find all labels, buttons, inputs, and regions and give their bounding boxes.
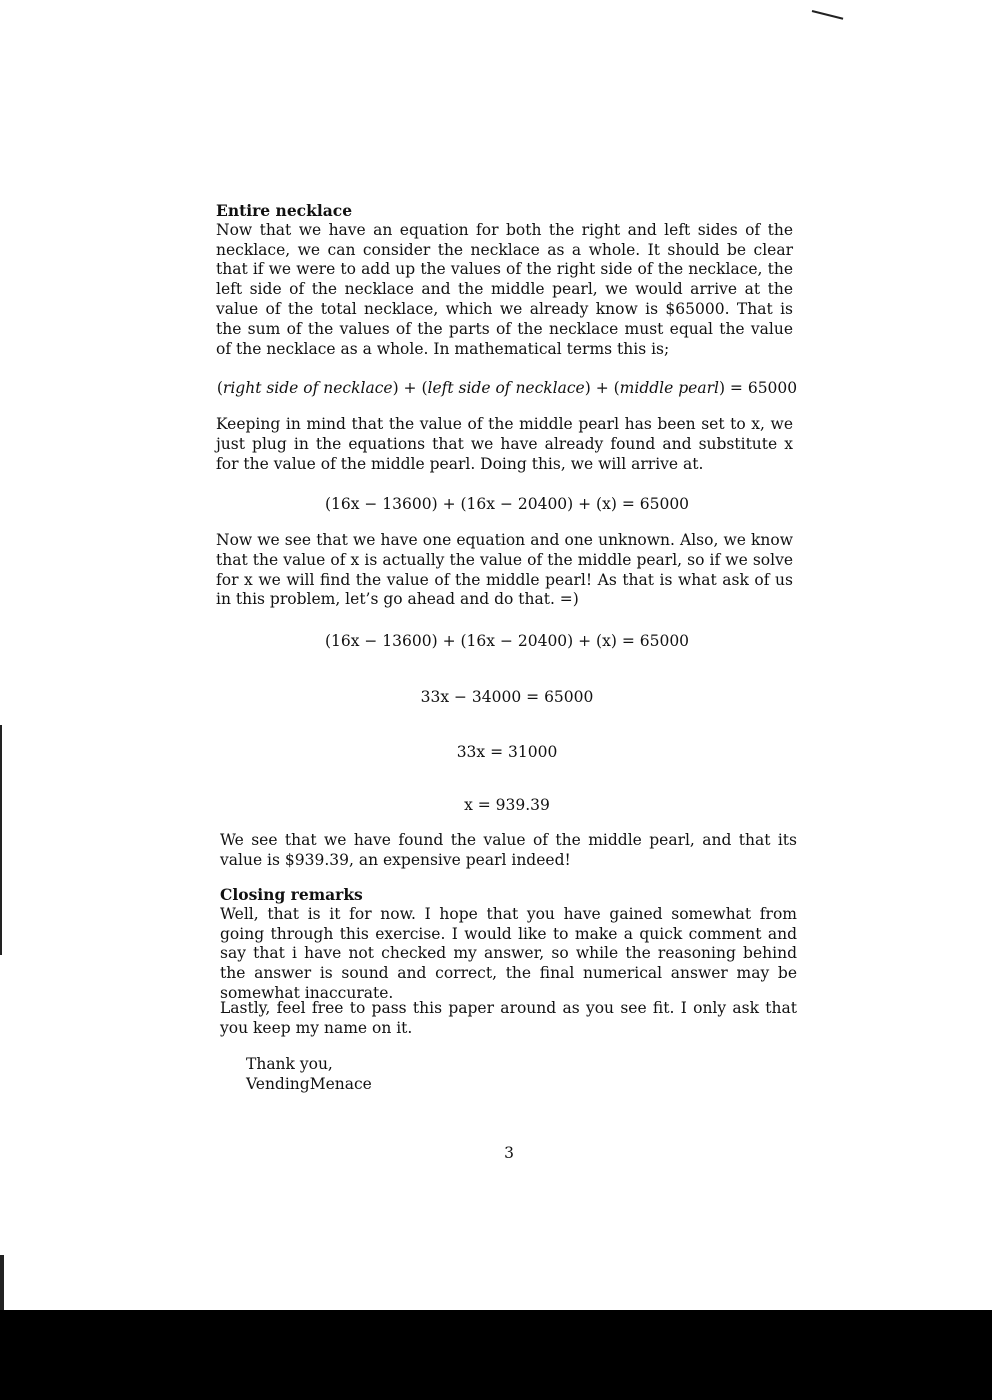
signature-name: VendingMenace	[246, 1075, 372, 1093]
scan-black-border	[0, 1310, 992, 1400]
scan-artifact-edge-lower	[0, 1255, 4, 1315]
eq-term-right-side: right side of necklace	[222, 379, 393, 397]
scan-artifact-mark	[812, 10, 844, 20]
section-entire-necklace	[216, 201, 793, 359]
equation-step-4: x = 939.39	[464, 796, 550, 814]
scan-artifact-edge	[0, 725, 2, 955]
equation-parts-sum: (right side of necklace) + (left side of necklace) + (middle pearl) = 65000	[216, 379, 798, 397]
section-closing-remarks	[220, 885, 797, 1004]
closing-remarks-paragraph: Well, that is it for now. I hope that you have gained somewhat from going through this exercise. I would like to make a quick comment and say that i have not checked my answer, so while the reasoning behind the answer is sound and correct, the final numerical answer may be somewhat inaccurate.	[220, 904, 797, 1002]
section-heading-closing-remarks: Closing remarks	[220, 885, 363, 904]
paragraph-solve: Now we see that we have one equation and one unknown. Also, we know that the value of x is actually the value of the middle pearl, so if we solve for x we will find the value of the middle pearl! As that is what ask of us in this problem, let’s go ahead and do that. =)	[216, 531, 793, 609]
paragraph-substitute: Keeping in mind that the value of the middle pearl has been set to x, we just plug in the equations that we have already found and substitute x for the value of the middle pearl. Doing this, we will arrive at.	[216, 415, 793, 473]
entire-necklace-paragraph: Now that we have an equation for both the right and left sides of the necklace, we can consider the necklace as a whole. It should be clear that if we were to add up the values of the right side of the necklace, the left side of the necklace and the middle pearl, we would arrive at the value of the total necklace, which we already know is $65000. That is the sum of the values of the parts of the necklace must equal the value of the necklace as a whole. In mathematical terms this is;	[216, 220, 793, 358]
equation-step-3: 33x = 31000	[456, 743, 558, 761]
eq-term-middle-pearl: middle pearl	[619, 379, 719, 397]
page-number: 3	[504, 1144, 514, 1162]
equation-step-2: 33x − 34000 = 65000	[420, 688, 594, 706]
paragraph-lastly: Lastly, feel free to pass this paper around as you see fit. I only ask that you keep my name on it.	[220, 999, 797, 1037]
eq-term-left-side: left side of necklace	[427, 379, 585, 397]
equation-step-1: (16x − 13600) + (16x − 20400) + (x) = 65000	[324, 632, 690, 650]
section-heading-entire-necklace: Entire necklace	[216, 201, 353, 220]
equation-substituted: (16x − 13600) + (16x − 20400) + (x) = 65000	[324, 495, 690, 513]
signature-thanks: Thank you,	[246, 1055, 333, 1073]
eq-rhs: 65000	[747, 379, 798, 397]
paragraph-result: We see that we have found the value of the middle pearl, and that its value is $939.39, an expensive pearl indeed!	[220, 831, 797, 869]
